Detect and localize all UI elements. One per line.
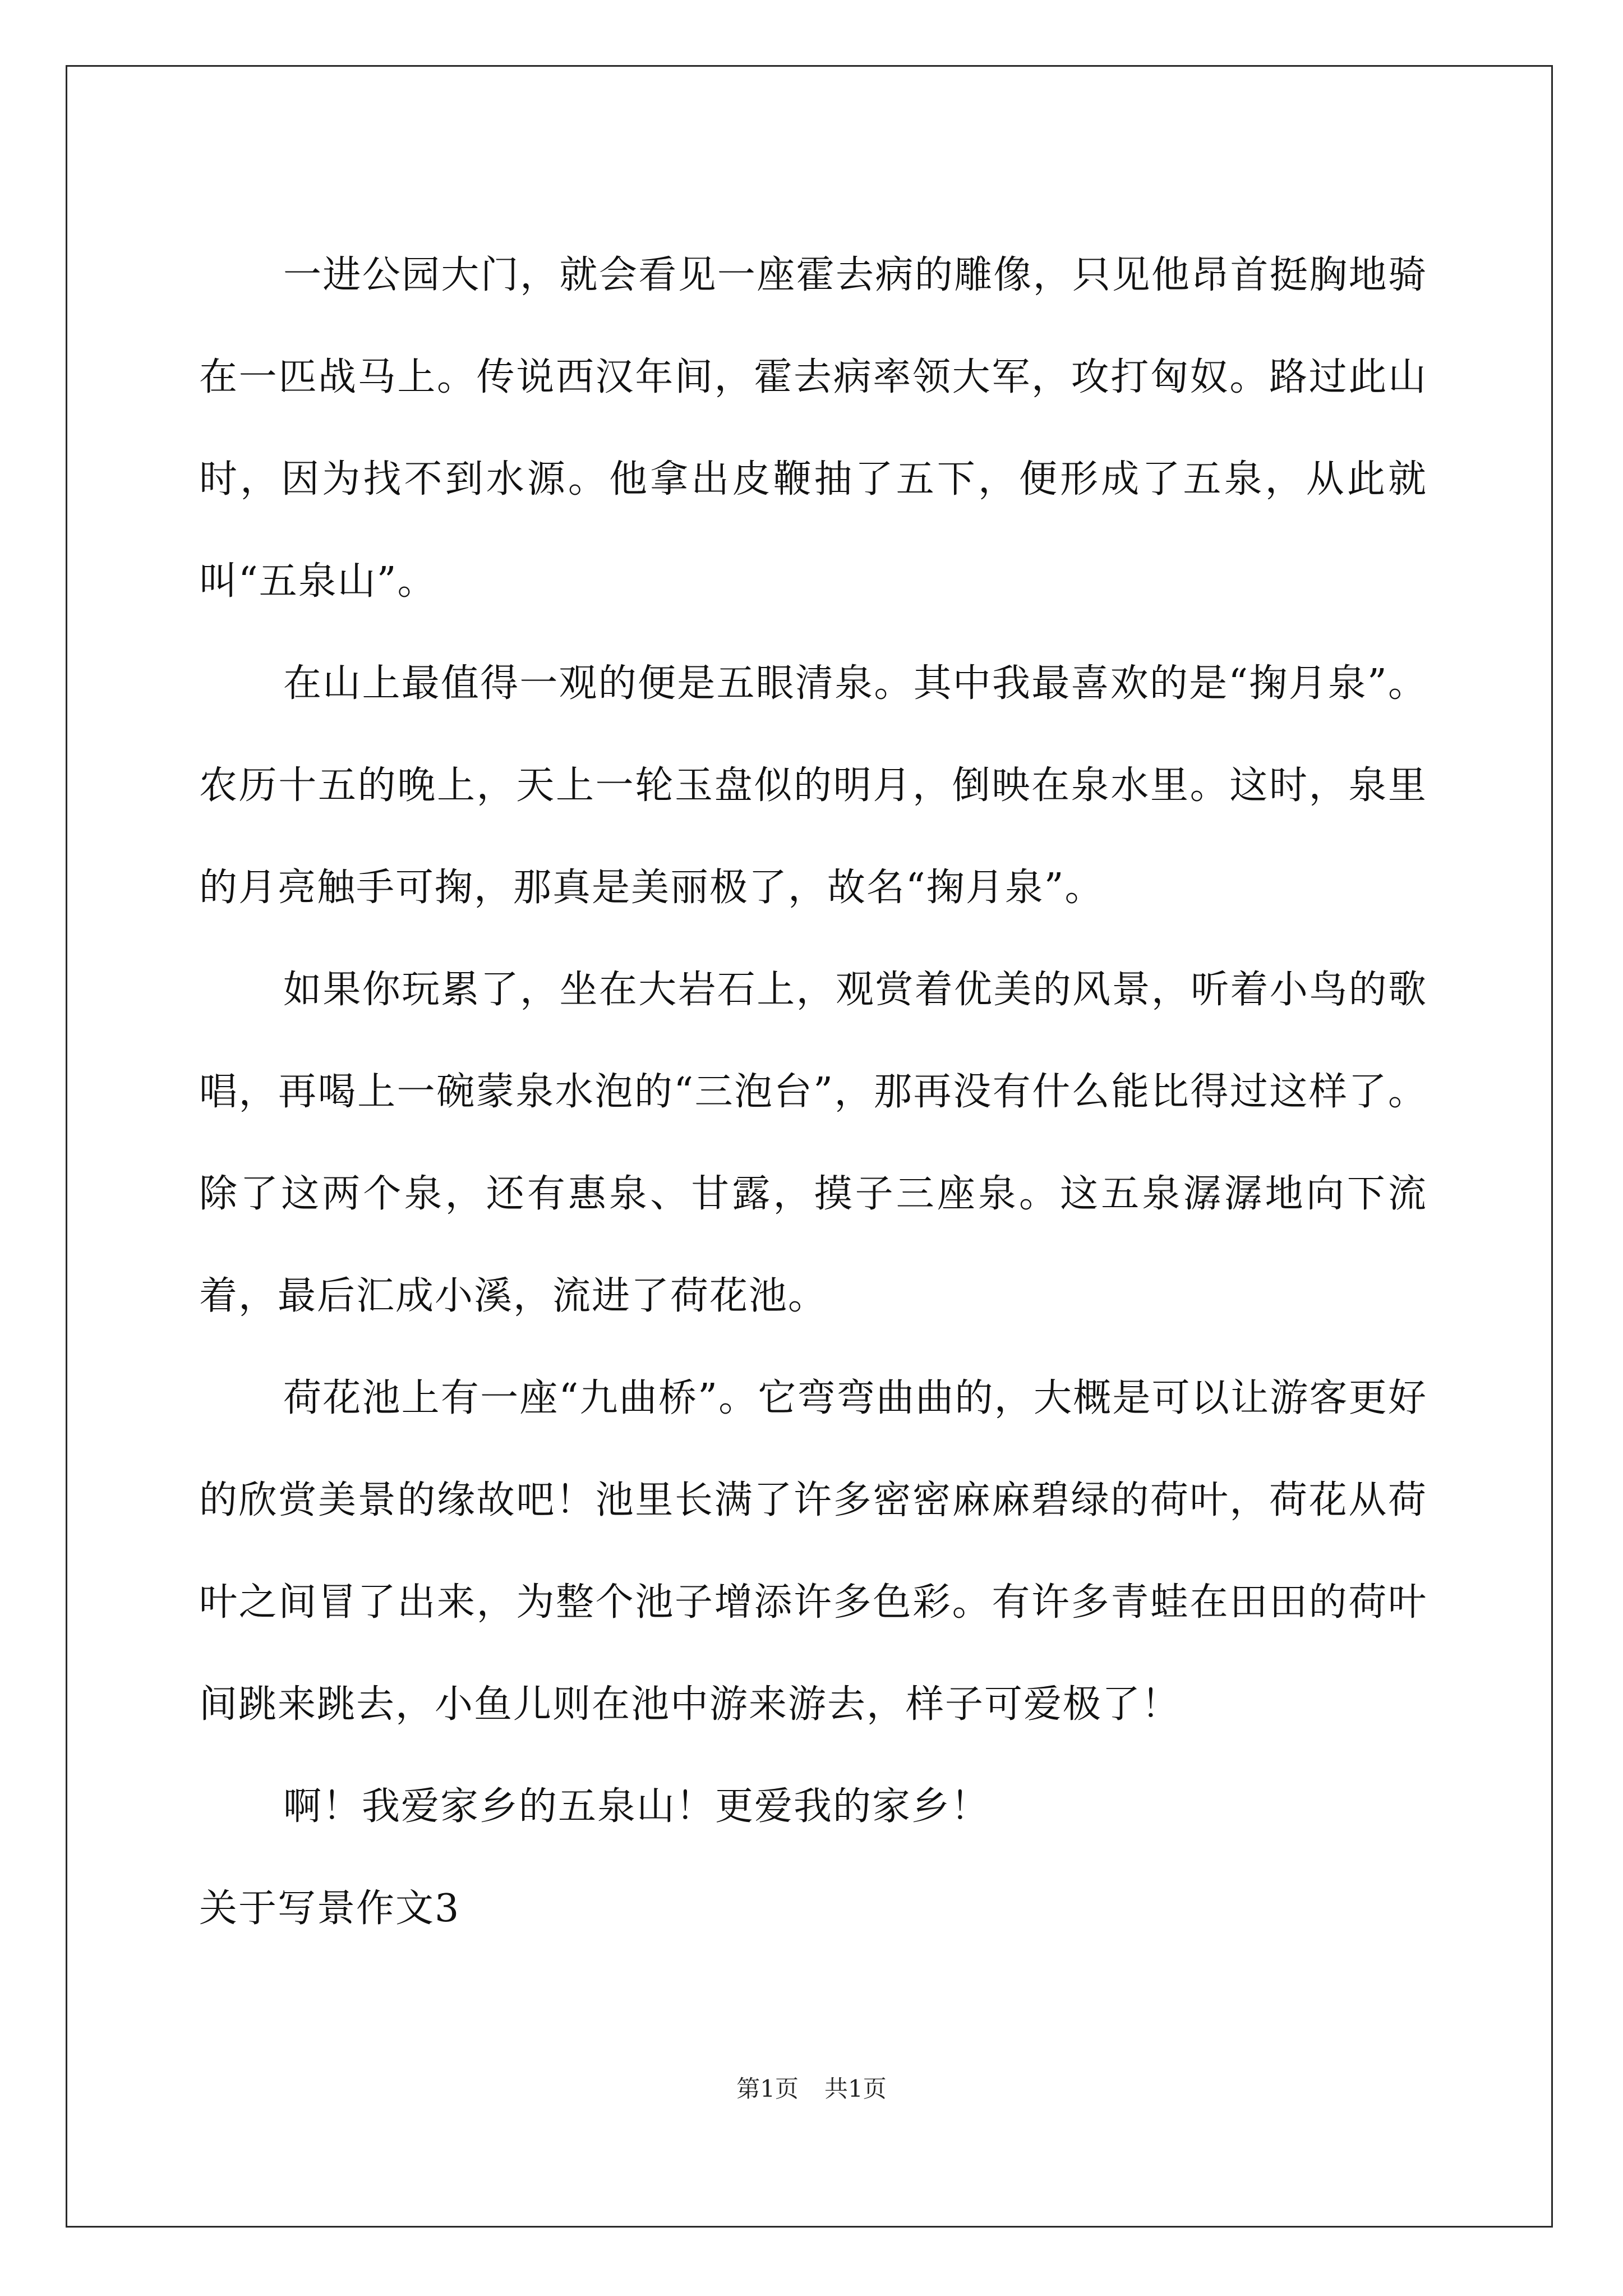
page-total-label: 共1页 (824, 2075, 887, 2102)
page-number-label: 第1页 (736, 2075, 799, 2102)
paragraph-1: 一进公园大门，就会看见一座霍去病的雕像，只见他昂首挺胸地骑在一匹战马上。传说西汉年间，霍去病率领大军，攻打匈奴。路过此山时，因为找不到水源。他拿出皮鞭抽了五下，便形成了五泉，从此就叫“五泉山”。 (199, 253, 1427, 604)
paragraph-5: 啊！我爱家乡的五泉山！更爱我的家乡！ (283, 1784, 990, 1829)
section-heading: 关于写景作文3 (199, 1887, 460, 1931)
paragraph-4: 荷花池上有一座“九曲桥”。它弯弯曲曲的，大概是可以让游客更好的欣赏美景的缘故吧！池里长满了许多密密麻麻碧绿的荷叶，荷花从荷叶之间冒了出来，为整个池子增添许多色彩。有许多青蛙在田田的荷叶间跳来跳去，小鱼儿则在池中游来游去，样子可爱极了！ (199, 1376, 1427, 1727)
paragraph-3: 如果你玩累了，坐在大岩石上，观赏着优美的风景，听着小鸟的歌唱，再喝上一碗蒙泉水泡的“三泡台”，那再没有什么能比得过这样了。除了这两个泉，还有惠泉、甘露，摸子三座泉。这五泉潺潺地向下流着，最后汇成小溪，流进了荷花池。 (199, 968, 1427, 1318)
paragraph-2: 在山上最值得一观的便是五眼清泉。其中我最喜欢的是“掬月泉”。农历十五的晚上，天上一轮玉盘似的明月，倒映在泉水里。这时，泉里的月亮触手可掬，那真是美丽极了，故名“掬月泉”。 (199, 661, 1427, 910)
document-body (199, 224, 1427, 1960)
page-footer (0, 2074, 1623, 2104)
